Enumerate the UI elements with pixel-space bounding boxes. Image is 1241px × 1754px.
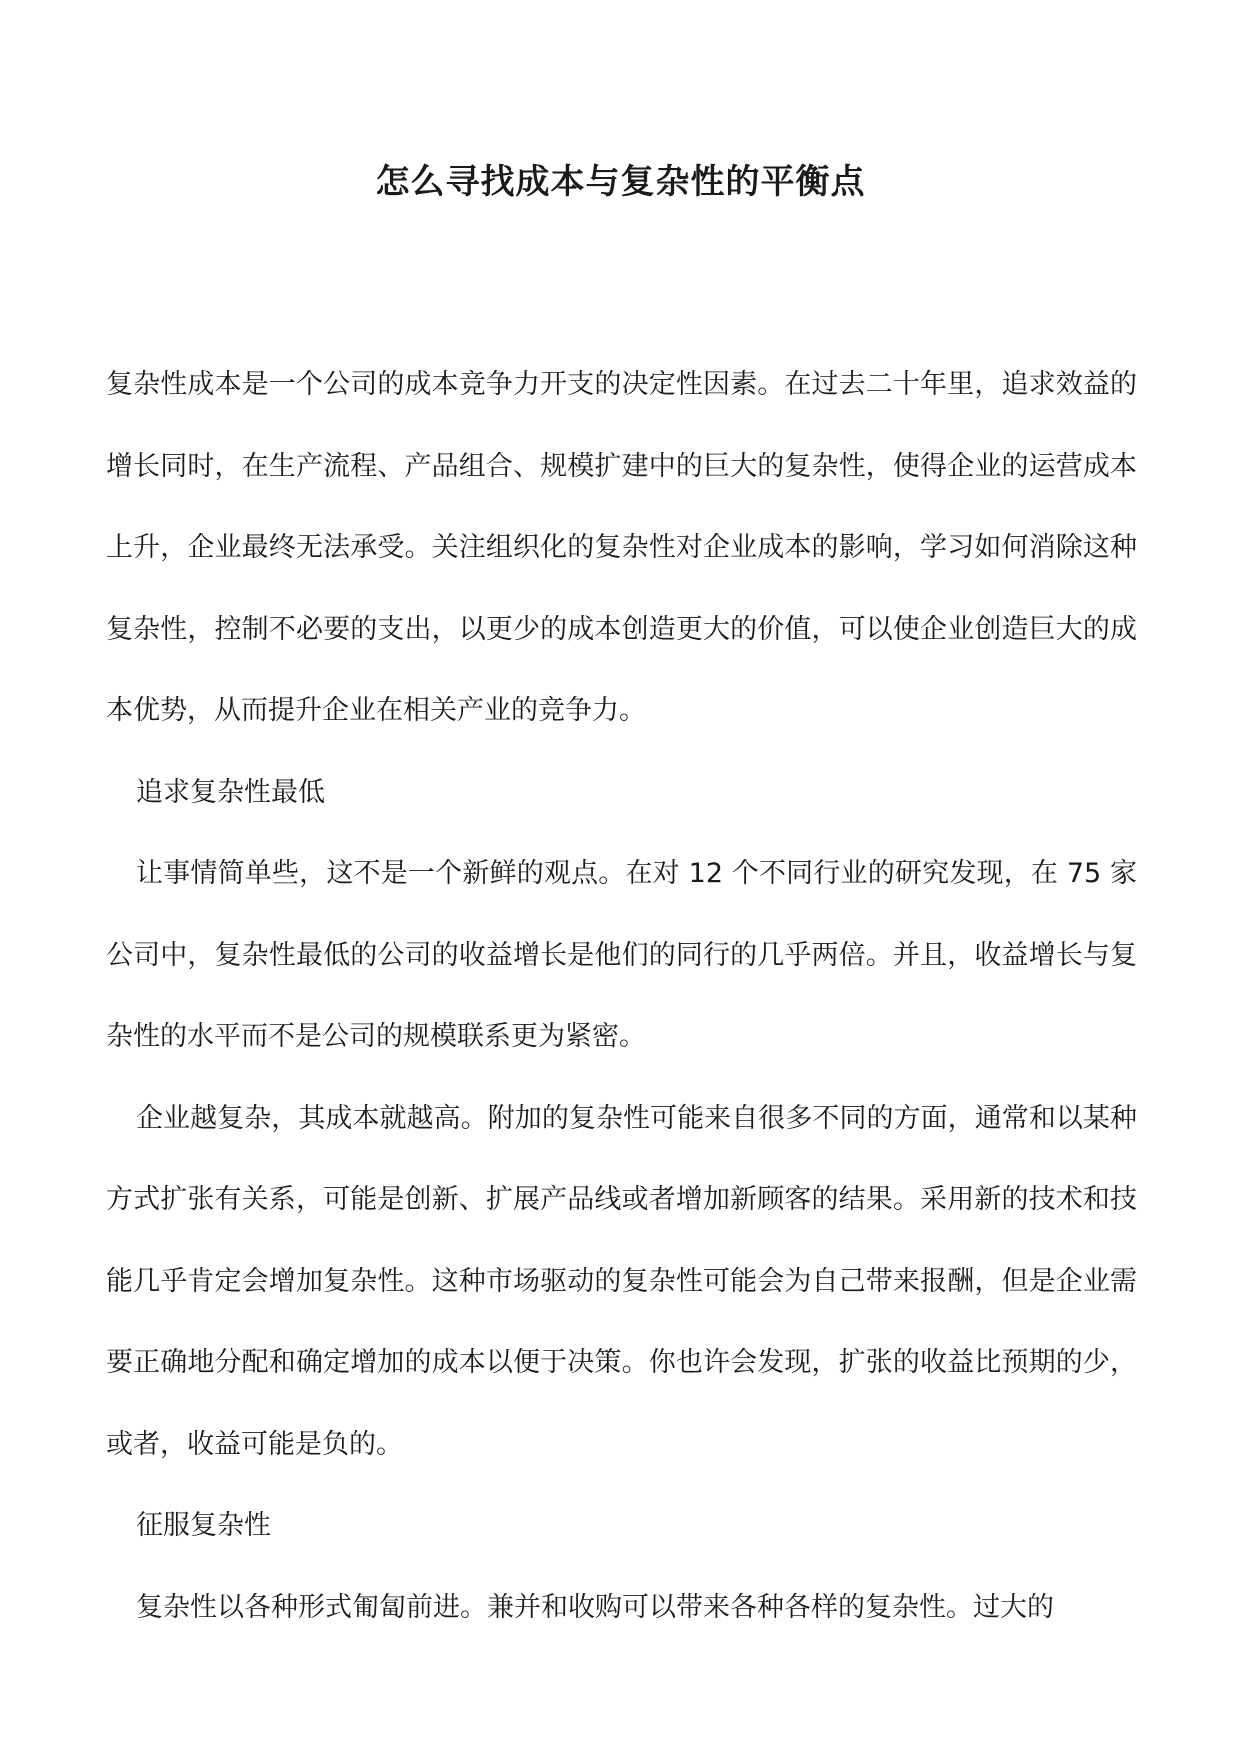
document-body xyxy=(106,344,1137,1648)
section1-paragraph-2: 企业越复杂，其成本就越高。附加的复杂性可能来自很多不同的方面，通常和以某种方式扩张有关系，可能是创新、扩展产品线或者增加新顾客的结果。采用新的技术和技能几乎肯定会增加复杂性。这种市场驱动的复杂性可能会为自己带来报酬，但是企业需要正确地分配和确定增加的成本以便于决策。你也许会发现，扩张的收益比预期的少，或者，收益可能是负的。 xyxy=(106,1102,1137,1460)
document-title: 怎么寻找成本与复杂性的平衡点 xyxy=(375,162,866,202)
section2-paragraph-1: 复杂性以各种形式匍匐前进。兼并和收购可以带来各种各样的复杂性。过大的 xyxy=(136,1591,1054,1623)
section-heading-conquer-complexity: 征服复杂性 xyxy=(136,1510,271,1541)
intro-paragraph: 复杂性成本是一个公司的成本竞争力开支的决定性因素。在过去二十年里，追求效益的增长同时，在生产流程、产品组合、规模扩建中的巨大的复杂性，使得企业的运营成本上升，企业最终无法承受。关注组织化的复杂性对企业成本的影响，学习如何消除这种复杂性，控制不必要的支出，以更少的成本创造更大的价值，可以使企业创造巨大的成本优势，从而提升企业在相关产业的竞争力。 xyxy=(106,369,1137,726)
section-heading-lowest-complexity: 追求复杂性最低 xyxy=(136,776,325,808)
section1-paragraph-1: 让事情简单些，这不是一个新鲜的观点。在对 12 个不同行业的研究发现，在 75 家公司中，复杂性最低的公司的收益增长是他们的同行的几乎两倍。并且，收益增长与复杂性的水平而不是公司的规模联系更为紧密。 xyxy=(106,858,1137,1052)
